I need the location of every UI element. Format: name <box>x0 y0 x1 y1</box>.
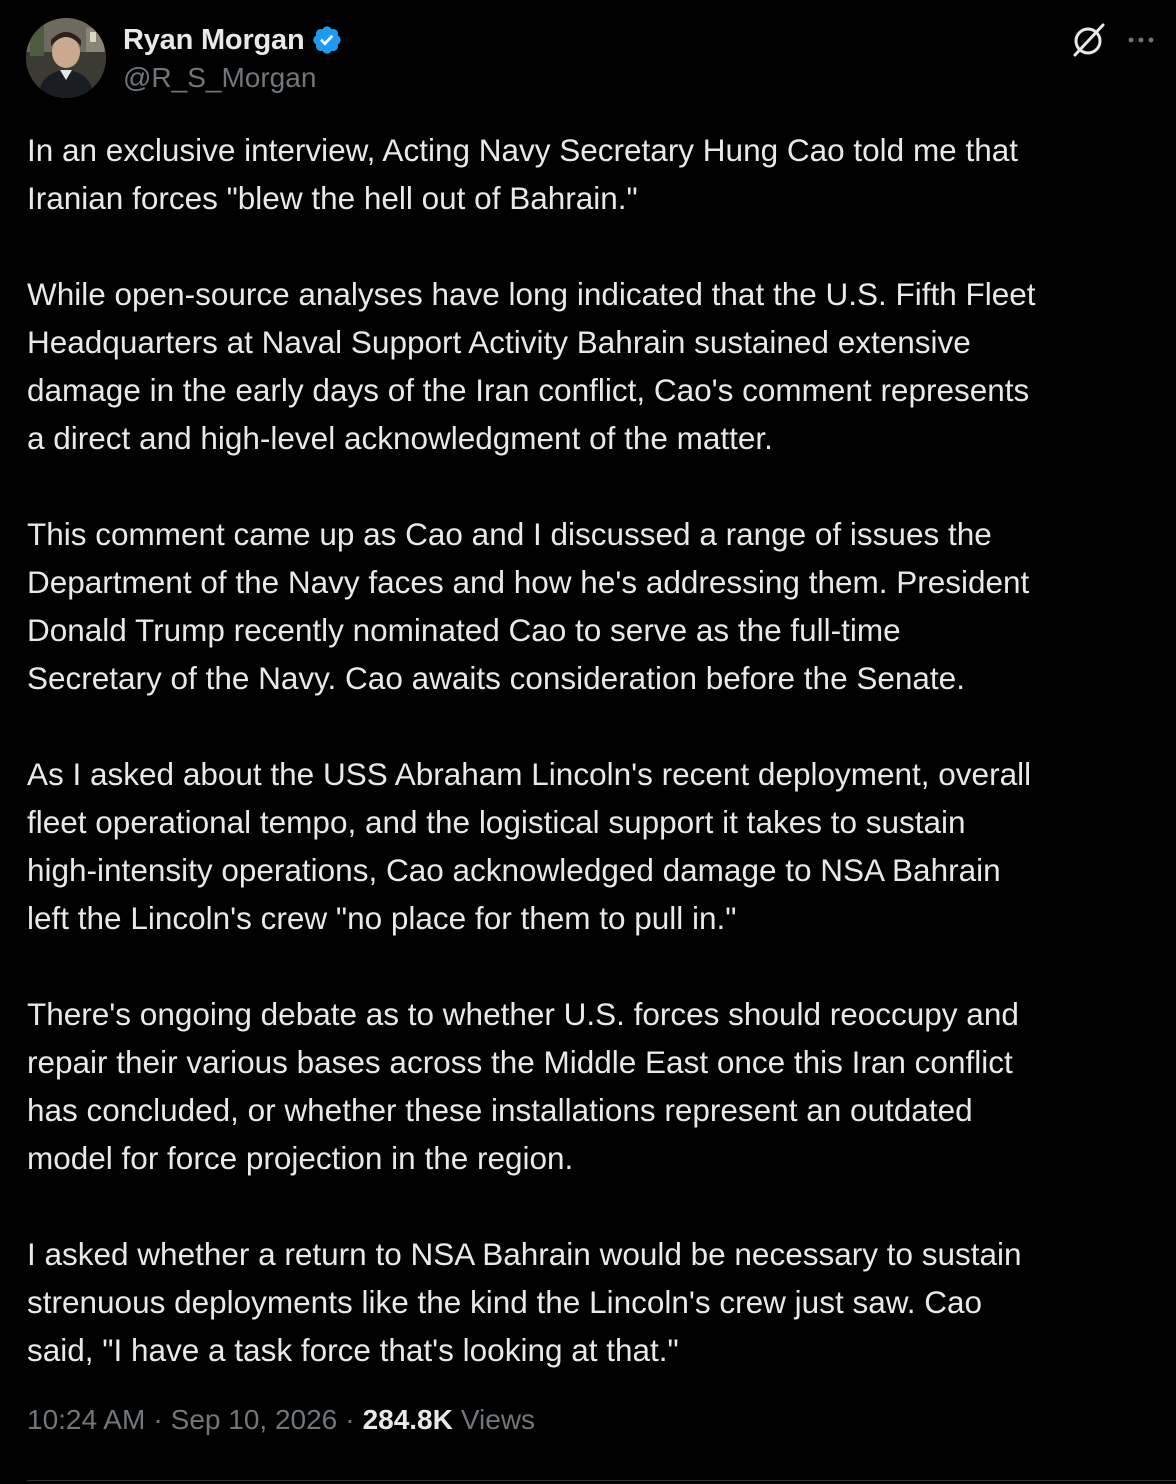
name-row <box>123 22 343 58</box>
verified-badge-icon[interactable] <box>311 24 343 56</box>
post-paragraph: In an exclusive interview, Acting Navy Secretary Hung Cao told me that Iranian forces "blew the hell out of Bahrain." <box>27 132 1018 216</box>
post-text <box>27 126 1152 1374</box>
post-header <box>26 16 1156 100</box>
post-metadata <box>27 1404 535 1436</box>
post-time[interactable]: 10:24 AM <box>27 1404 146 1435</box>
author-block <box>123 22 343 94</box>
post-paragraph: As I asked about the USS Abraham Lincoln's recent deployment, overall fleet operational tempo, and the logistical support it takes to sustain high-intensity operations, Cao acknowledged damage to NSA Bahrain left the Lincoln's crew "no place for them to pull in." <box>27 756 1032 936</box>
views-count[interactable]: 284.8K <box>362 1404 453 1435</box>
post-paragraph: This comment came up as Cao and I discussed a range of issues the Department of the Navy faces and how he's addressing them. President Donald Trump recently nominated Cao to serve as the full-time Secretary of the Navy. Cao awaits consideration before the Senate. <box>27 516 1030 696</box>
post-date[interactable]: Sep 10, 2026 <box>170 1404 338 1435</box>
grok-icon[interactable] <box>1068 20 1108 60</box>
more-icon[interactable] <box>1126 25 1156 55</box>
post-paragraph: While open-source analyses have long indicated that the U.S. Fifth Fleet Headquarters at Naval Support Activity Bahrain sustained extensive damage in the early days of the Iran conflict, Cao's comment represents a direct and high-level acknowledgment of the matter. <box>27 276 1036 456</box>
divider <box>27 1480 1176 1481</box>
author-display-name[interactable]: Ryan Morgan <box>123 23 305 56</box>
avatar-photo <box>26 18 106 98</box>
post-paragraph: I asked whether a return to NSA Bahrain would be necessary to sustain strenuous deployments like the kind the Lincoln's crew just saw. Cao said, "I have a task force that's looking at that." <box>27 1236 1022 1368</box>
meta-separator: · <box>153 1404 163 1435</box>
top-actions <box>1068 20 1156 60</box>
post-paragraph: There's ongoing debate as to whether U.S. forces should reoccupy and repair their various bases across the Middle East once this Iran conflict has concluded, or whether these installations represent an outdated model for force projection in the region. <box>27 996 1019 1176</box>
views-label: Views <box>460 1404 536 1435</box>
avatar[interactable] <box>26 18 106 98</box>
author-handle[interactable]: @R_S_Morgan <box>123 62 317 93</box>
meta-separator: · <box>345 1404 355 1435</box>
